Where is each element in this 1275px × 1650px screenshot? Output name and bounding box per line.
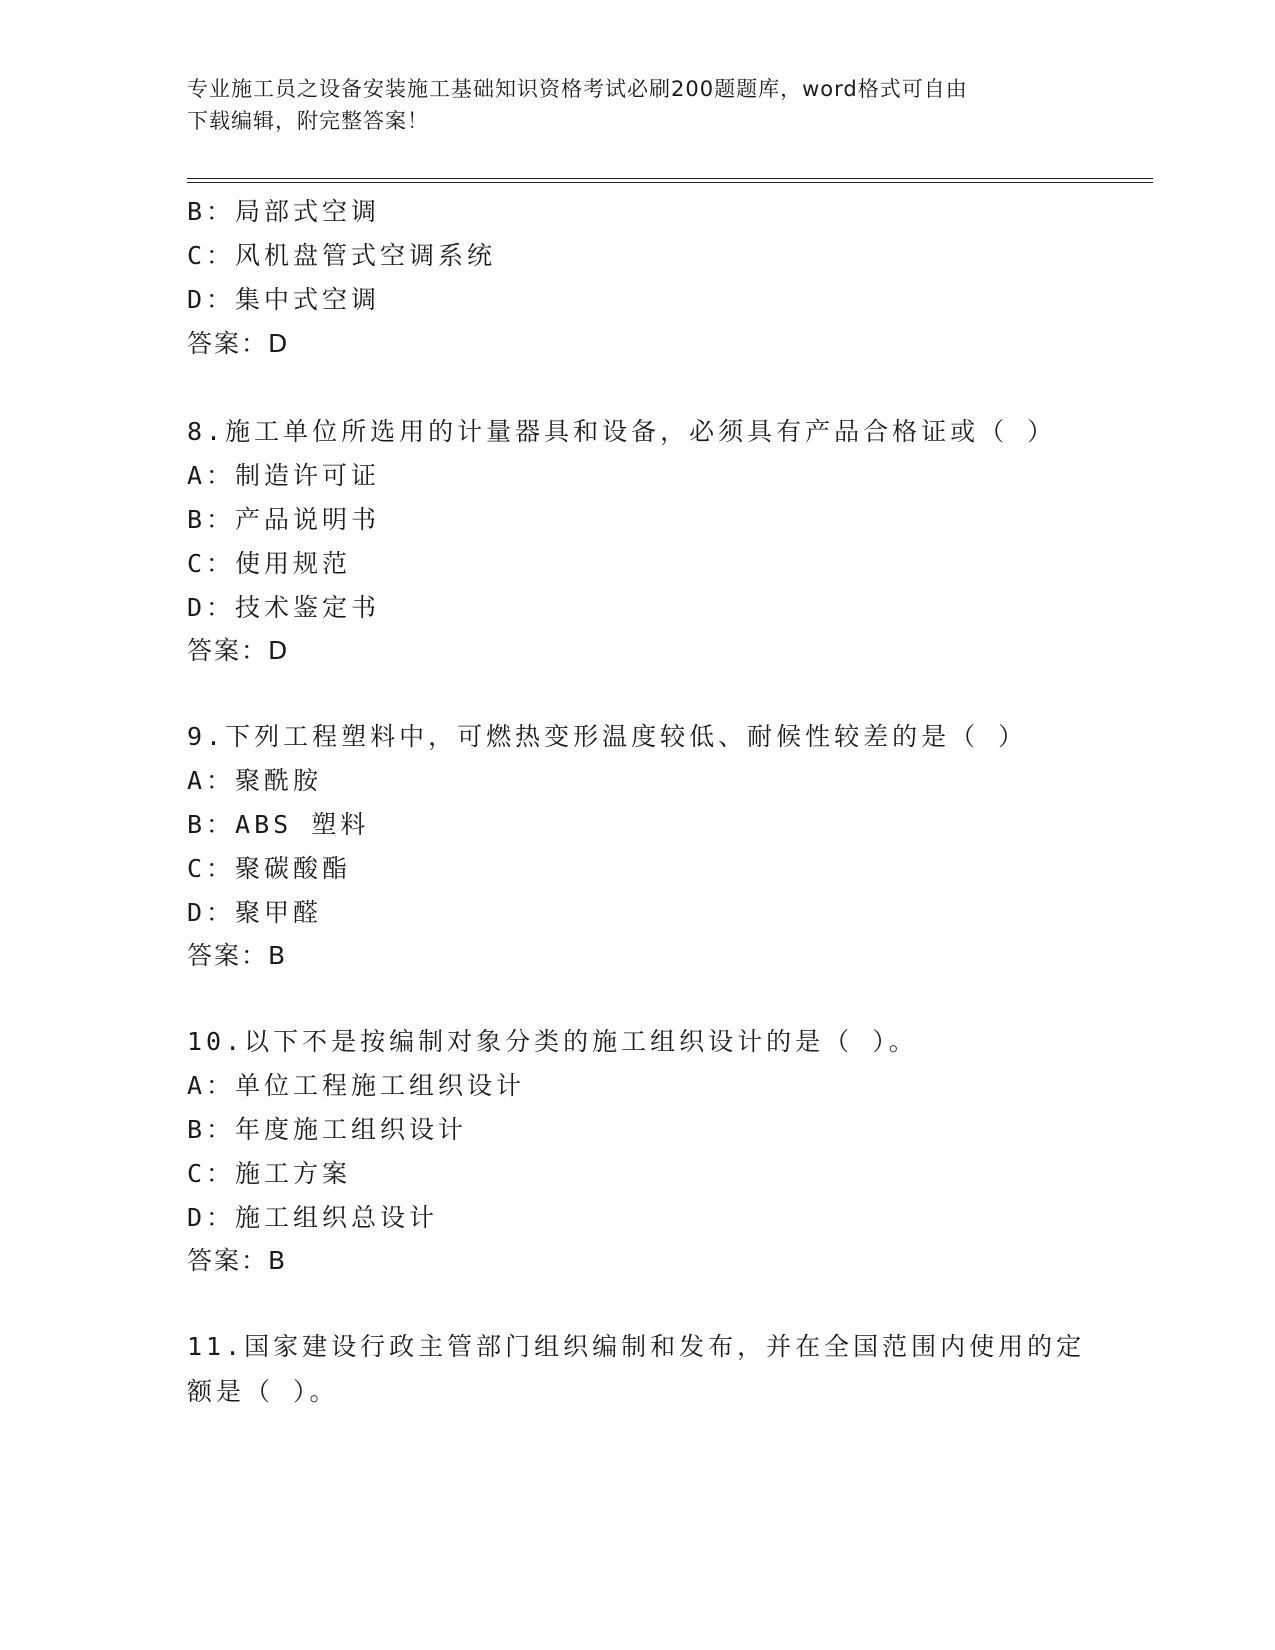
header-divider-top bbox=[187, 178, 1153, 179]
q11-question-line-2: 额是（ ）。 bbox=[187, 1377, 339, 1406]
q7-option-b: B：局部式空调 bbox=[187, 197, 381, 226]
q9-question: 9.下列工程塑料中，可燃热变形温度较低、耐候性较差的是（ ） bbox=[187, 722, 1028, 751]
q11-question-line-1: 11.国家建设行政主管部门组织编制和发布，并在全国范围内使用的定 bbox=[187, 1332, 1086, 1361]
header-divider-bottom bbox=[187, 182, 1153, 183]
q7-option-c: C：风机盘管式空调系统 bbox=[187, 241, 497, 270]
q8-option-a: A：制造许可证 bbox=[187, 461, 381, 490]
header-line-2: 下载编辑，附完整答案！ bbox=[187, 109, 429, 133]
q9-option-d: D：聚甲醛 bbox=[187, 898, 323, 927]
q9-option-b: B：ABS 塑料 bbox=[187, 810, 370, 839]
q10-question: 10.以下不是按编制对象分类的施工组织设计的是（ ）。 bbox=[187, 1027, 918, 1056]
q10-option-c: C：施工方案 bbox=[187, 1159, 352, 1188]
header-line-1: 专业施工员之设备安装施工基础知识资格考试必刷200题题库，word格式可自由 bbox=[187, 77, 968, 101]
q10-answer: 答案：B bbox=[187, 1246, 288, 1275]
q8-question: 8.施工单位所选用的计量器具和设备，必须具有产品合格证或（ ） bbox=[187, 417, 1057, 446]
q9-answer: 答案：B bbox=[187, 941, 288, 970]
q8-option-b: B：产品说明书 bbox=[187, 505, 381, 534]
q8-option-c: C：使用规范 bbox=[187, 549, 352, 578]
q10-option-a: A：单位工程施工组织设计 bbox=[187, 1071, 526, 1100]
q9-option-a: A：聚酰胺 bbox=[187, 766, 323, 795]
q8-option-d: D：技术鉴定书 bbox=[187, 593, 381, 622]
q10-option-b: B：年度施工组织设计 bbox=[187, 1115, 468, 1144]
q7-answer: 答案：D bbox=[187, 329, 290, 358]
q8-answer: 答案：D bbox=[187, 636, 290, 665]
q10-option-d: D：施工组织总设计 bbox=[187, 1203, 439, 1232]
document-header bbox=[187, 73, 1087, 137]
q7-option-d: D：集中式空调 bbox=[187, 285, 381, 314]
q9-option-c: C：聚碳酸酯 bbox=[187, 854, 352, 883]
